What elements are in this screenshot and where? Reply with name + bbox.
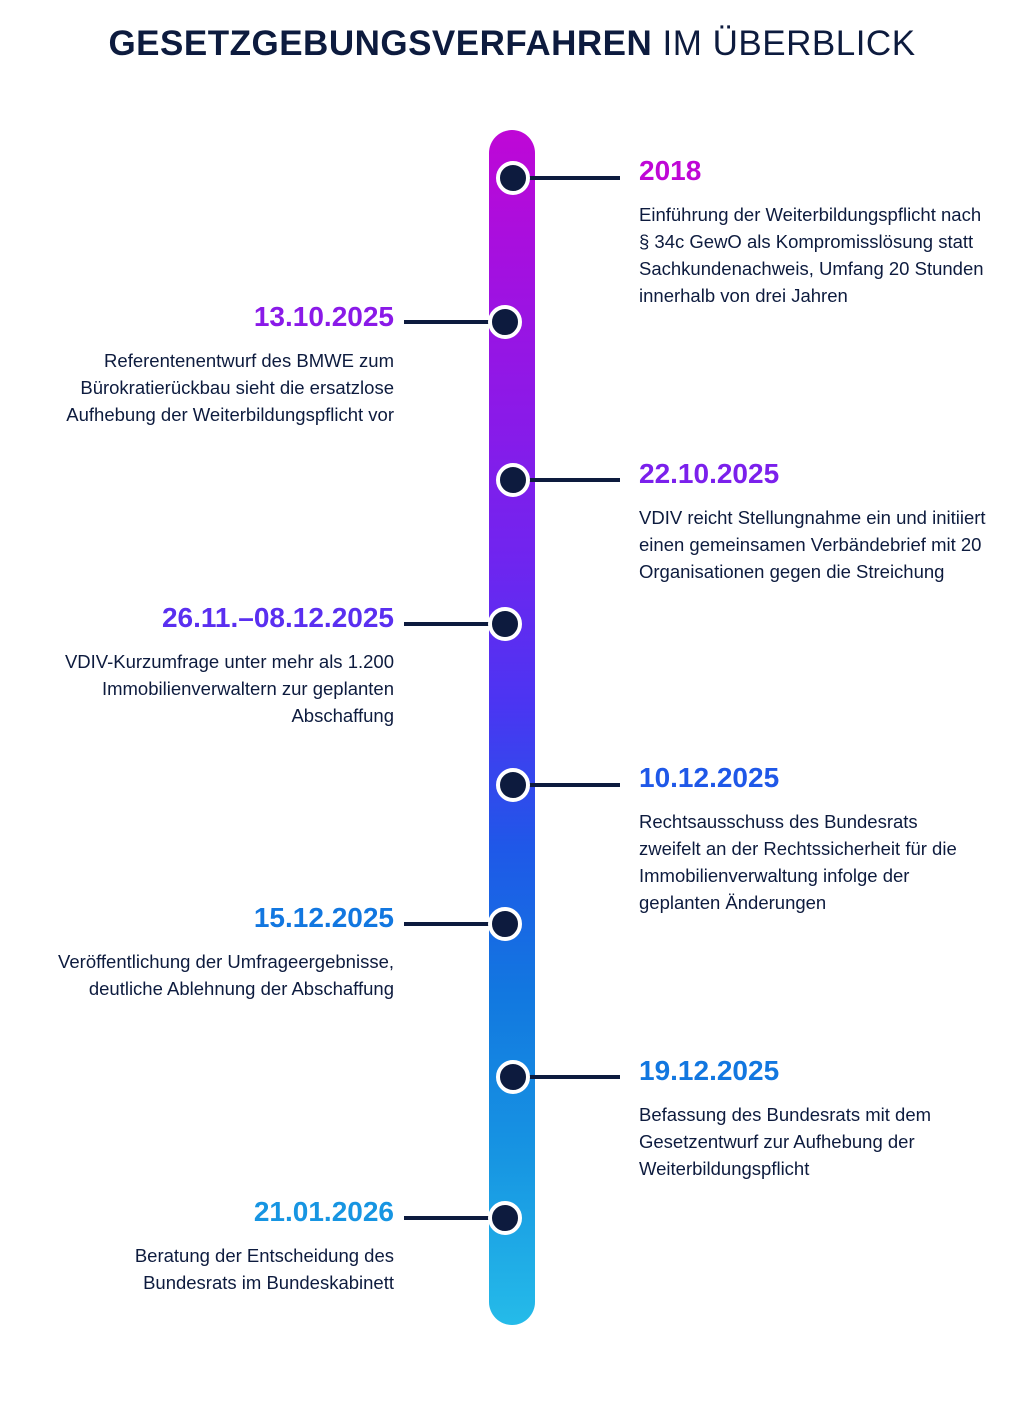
event-date: 26.11.–08.12.2025 (161, 602, 394, 633)
event-description: Referentenentwurf des BMWE zum Bürokratierückbau sieht die ersatzlose Aufhebung der Weiterbildungspflicht vor (66, 349, 394, 425)
timeline-node[interactable] (496, 768, 530, 802)
timeline-node[interactable] (496, 463, 530, 497)
timeline-event-19-12-2025 (639, 1056, 1004, 1182)
event-date: 19.12.2025 (639, 1055, 780, 1086)
timeline-connector (520, 176, 620, 180)
event-date: 21.01.2026 (253, 1196, 394, 1227)
timeline-event-10-12-2025 (639, 763, 969, 916)
timeline-event-21-01-2026 (39, 1197, 394, 1296)
timeline-connector (520, 1075, 620, 1079)
timeline-node[interactable] (488, 907, 522, 941)
event-date: 15.12.2025 (253, 902, 394, 933)
timeline-event-13-10-2025 (39, 302, 394, 428)
page-title-strong: GESETZGEBUNGSVERFAHREN (108, 24, 653, 63)
event-date: 13.10.2025 (253, 301, 394, 332)
event-description: Beratung der Entscheidung des Bundesrats im Bundeskabinett (134, 1244, 394, 1293)
timeline-event-26-11-08-12-2025 (39, 603, 394, 729)
event-description: Veröffentlichung der Umfrageergebnisse, deutliche Ablehnung der Abschaffung (58, 950, 394, 999)
event-description: Einführung der Weiterbildungspflicht nach § 34c GewO als Kompromisslösung statt Sachkundenachweis, Umfang 20 Stunden innerhalb von drei Jahren (639, 203, 984, 306)
event-description: VDIV-Kurzumfrage unter mehr als 1.200 Immobilienverwaltern zur geplanten Abschaffung (64, 650, 394, 726)
timeline-connector (520, 783, 620, 787)
timeline-connector (520, 478, 620, 482)
timeline-node[interactable] (496, 1060, 530, 1094)
timeline-event-15-12-2025 (39, 903, 394, 1002)
timeline-node[interactable] (488, 607, 522, 641)
event-date: 2018 (639, 155, 702, 186)
timeline-node[interactable] (488, 1201, 522, 1235)
page-title-light: IM ÜBERBLICK (662, 24, 916, 63)
timeline-event-22-10-2025 (639, 459, 989, 585)
timeline-event-2018 (639, 156, 989, 309)
timeline-node[interactable] (488, 305, 522, 339)
event-description: Befassung des Bundesrats mit dem Gesetzentwurf zur Aufhebung der Weiterbildungspflicht (639, 1103, 932, 1179)
timeline-node[interactable] (496, 161, 530, 195)
event-date: 10.12.2025 (639, 762, 780, 793)
event-description: Rechtsausschuss des Bundesrats zweifelt an der Rechtssicherheit für die Immobilienverwaltung infolge der geplanten Änderungen (639, 810, 957, 913)
event-date: 22.10.2025 (639, 458, 780, 489)
event-description: VDIV reicht Stellungnahme ein und initiiert einen gemeinsamen Verbändebrief mit 20 Organisationen gegen die Streichung (639, 506, 986, 582)
page-title (0, 24, 1024, 64)
